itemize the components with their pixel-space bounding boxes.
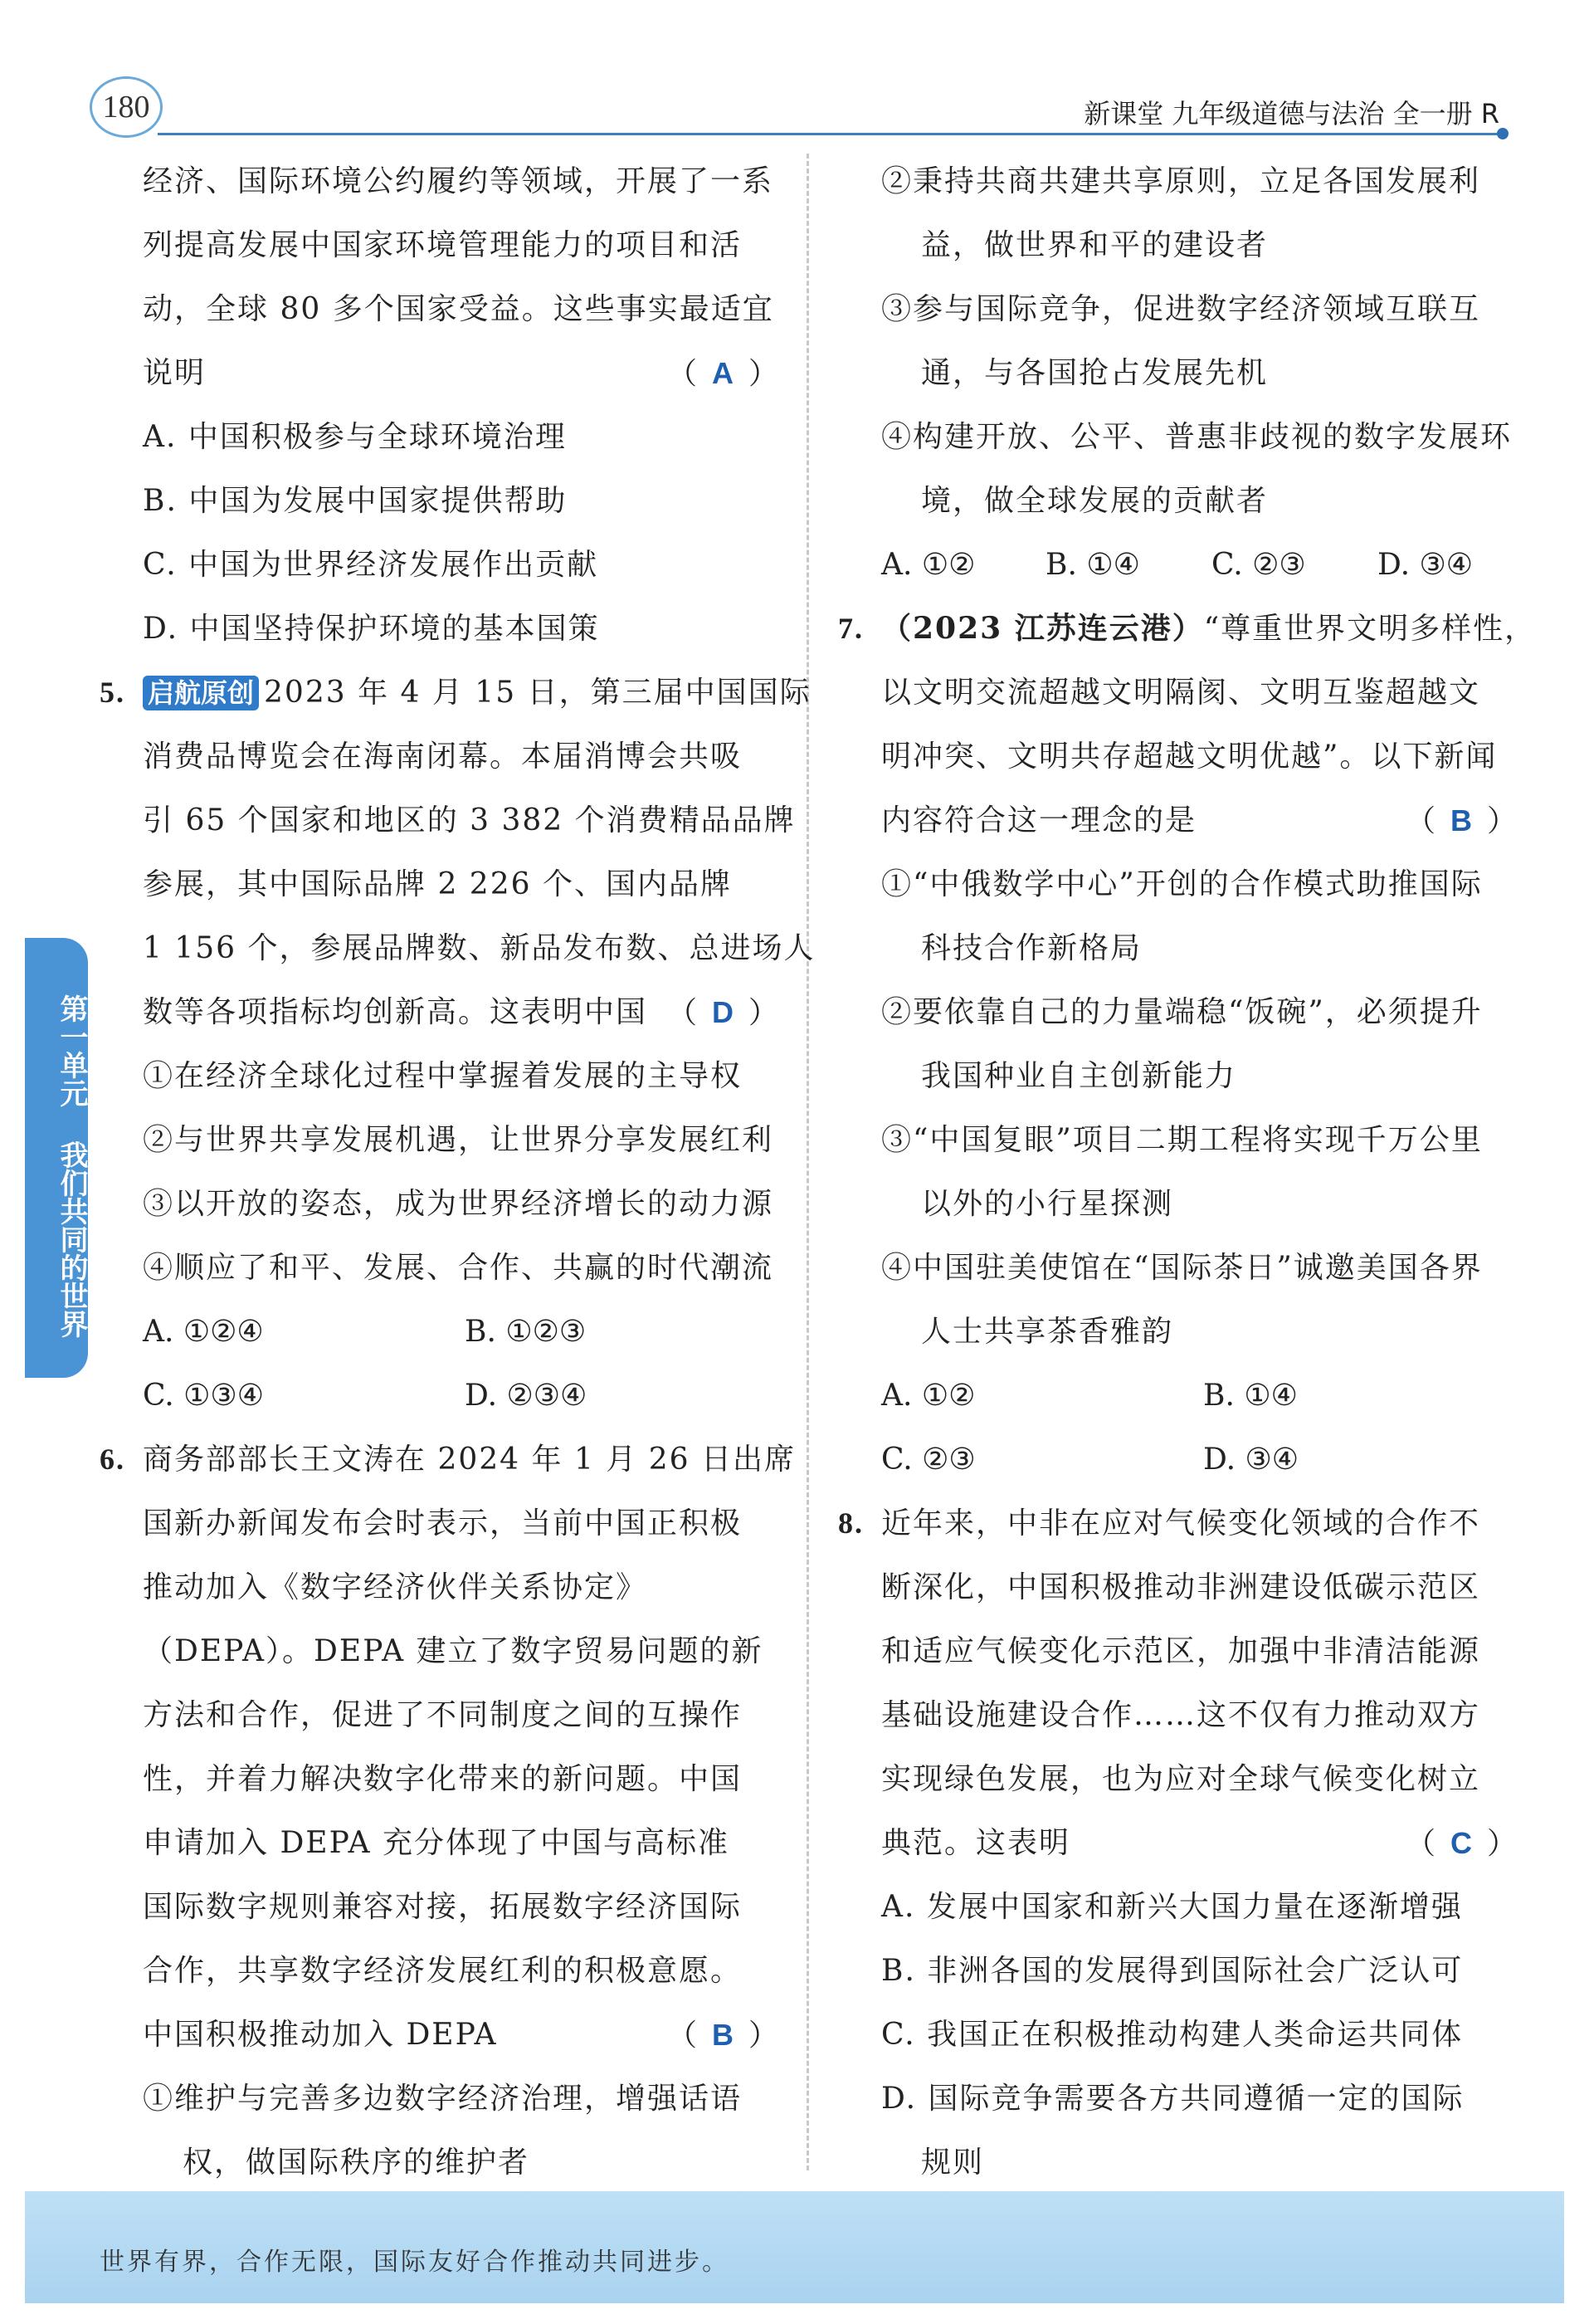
question-text-line: 1 156 个，参展品牌数、新品发布数、总进场人 [143, 931, 816, 965]
option-c: C. ②③ [881, 1443, 976, 1477]
statement-item: ①在经济全球化过程中掌握着发展的主导权 [143, 1059, 743, 1093]
option-line: C. 中国为世界经济发展作出贡献 [143, 548, 599, 582]
statement-item: ②秉持共商共建共享原则，立足各国发展利 [881, 164, 1481, 198]
statement-item: 以外的小行星探测 [921, 1187, 1174, 1221]
question-text-line: 2023 年 4 月 15 日，第三届中国国际 [264, 676, 812, 710]
question-text-line: （DEPA）。DEPA 建立了数字贸易问题的新 [143, 1634, 763, 1668]
question-text-line: 断深化，中国积极推动非洲建设低碳示范区 [881, 1570, 1481, 1604]
question-text-line: 说明 [143, 356, 207, 390]
question-stem-end [838, 1811, 1518, 1875]
option-d: D. ③④ [1203, 1443, 1299, 1477]
question-text-line: 经济、国际环境公约履约等领域，开展了一系 [143, 164, 774, 198]
statement-item: ①“中俄数学中心”开创的合作模式助推国际 [881, 867, 1483, 901]
question-text-line: 国际数字规则兼容对接，拓展数字经济国际 [143, 1890, 743, 1924]
answer-bracket: （ C ） [1406, 1811, 1518, 1876]
question-text-line: 引 65 个国家和地区的 3 382 个消费精品品牌 [143, 803, 796, 837]
statement-item: 益，做世界和平的建设者 [921, 228, 1269, 262]
question-text-line: 消费品博览会在海南闭幕。本届消博会共吸 [143, 740, 743, 774]
question-text-line: 推动加入《数字经济伙伴关系协定》 [143, 1570, 648, 1604]
statement-item: ④中国驻美使馆在“国际茶日”诚邀美国各界 [881, 1251, 1483, 1285]
option-line: D. 国际竞争需要各方共同遵循一定的国际 [881, 2082, 1465, 2116]
question-text-line: 明冲突、文明共存超越文明优越”。以下新闻 [881, 740, 1498, 774]
option-line: C. 我国正在积极推动构建人类命运共同体 [881, 2018, 1464, 2052]
options-row [100, 1364, 780, 1428]
question-stem-end [838, 788, 1518, 852]
question-text-line: 和适应气候变化示范区，加强中非清洁能源 [881, 1634, 1481, 1668]
page-number: 180 [90, 76, 163, 138]
question-stem-end [100, 2003, 780, 2067]
option-line: D. 中国坚持保护环境的基本国策 [143, 612, 600, 646]
answer-bracket: （ A ） [667, 341, 780, 406]
left-column [100, 149, 816, 2195]
question-text-line: 以文明交流超越文明隔阂、文明互鉴超越文 [881, 676, 1481, 710]
question-text-line: 合作，共享数字经济发展红利的积极意愿。 [143, 1954, 743, 1988]
statement-item: 境，做全球发展的贡献者 [921, 484, 1269, 518]
statement-item: 通，与各国抢占发展先机 [921, 356, 1269, 390]
options-row [100, 1300, 780, 1364]
answer-bracket: （ B ） [1406, 788, 1518, 853]
question-text-line: 申请加入 DEPA 充分体现了中国与高标准 [143, 1826, 729, 1860]
question-text-line: 基础设施建设合作……这不仅有力推动双方 [881, 1698, 1481, 1732]
header-rule [158, 133, 1502, 135]
statement-item: 我国种业自主创新能力 [921, 1059, 1237, 1093]
option-line: B. 中国为发展中国家提供帮助 [143, 484, 568, 518]
option-line: A. 发展中国家和新兴大国力量在逐渐增强 [881, 1890, 1463, 1924]
question-text-line: “尊重世界文明多样性， [1203, 612, 1537, 646]
question-text-line: 列提高发展中国家环境管理能力的项目和活 [143, 228, 743, 262]
option-a: A. ①② [881, 548, 976, 582]
answer-value: D [711, 995, 735, 1029]
question-7-first-line [838, 597, 1537, 661]
statement-item: ③“中国复眼”项目二期工程将实现千万公里 [881, 1123, 1483, 1157]
question-stem-end [100, 341, 780, 405]
statement-item: ①维护与完善多边数字经济治理，增强话语 [143, 2082, 743, 2116]
question-text-line: 中国积极推动加入 DEPA [143, 2018, 498, 2052]
question-number: 6. [100, 1443, 125, 1476]
question-text-line: 内容符合这一理念的是 [881, 803, 1197, 837]
statement-item: ②与世界共享发展机遇，让世界分享发展红利 [143, 1123, 774, 1157]
option-line: B. 非洲各国的发展得到国际社会广泛认可 [881, 1954, 1464, 1988]
footer-quote: 世界有界，合作无限，国际友好合作推动共同进步。 [100, 2248, 729, 2277]
answer-value: B [1450, 803, 1474, 837]
right-column [838, 149, 1537, 2195]
option-line: 规则 [921, 2146, 985, 2180]
statement-item: 人士共享茶香雅韵 [921, 1315, 1174, 1349]
answer-bracket: （ D ） [667, 980, 780, 1045]
question-text-line: 典范。这表明 [881, 1826, 1071, 1860]
question-text-line: 商务部部长王文涛在 2024 年 1 月 26 日出席 [143, 1443, 796, 1477]
answer-value: B [711, 2018, 735, 2052]
question-number: 7. [838, 612, 864, 645]
option-a: A. ①② [881, 1379, 976, 1413]
statement-item: 科技合作新格局 [921, 931, 1143, 965]
question-5-first-line [100, 661, 812, 725]
question-8-first-line [838, 1492, 1518, 1555]
statement-item: ④顺应了和平、发展、合作、共赢的时代潮流 [143, 1251, 774, 1285]
question-text-line: 参展，其中国际品牌 2 226 个、国内品牌 [143, 867, 732, 901]
statement-item: ④构建开放、公平、普惠非歧视的数字发展环 [881, 420, 1513, 454]
options-row [838, 1364, 1518, 1428]
statement-item: ③参与国际竞争，促进数字经济领域互联互 [881, 292, 1481, 326]
option-b: B. ①④ [1203, 1379, 1298, 1413]
question-text-line: 近年来，中非在应对气候变化领域的合作不 [881, 1506, 1481, 1540]
option-b: B. ①④ [1046, 548, 1140, 582]
answer-value: A [711, 356, 735, 390]
question-text-line: 方法和合作，促进了不同制度之间的互操作 [143, 1698, 743, 1732]
book-title: 新课堂 九年级道德与法治 全一册 R [1084, 98, 1499, 129]
answer-value: C [1450, 1826, 1474, 1860]
question-text-line: 性，并着力解决数字化带来的新问题。中国 [143, 1762, 743, 1796]
question-text-line: 动，全球 80 多个国家受益。这些事实最适宜 [143, 292, 774, 326]
question-text-line: 国新办新闻发布会时表示，当前中国正积极 [143, 1506, 743, 1540]
option-d: D. ②③④ [465, 1379, 587, 1413]
question-source: （2023 江苏连云港） [881, 611, 1204, 646]
unit-side-tab: 第一单元 我们共同的世界 [25, 938, 88, 1378]
option-a: A. ①②④ [143, 1315, 264, 1349]
question-number: 5. [100, 676, 125, 709]
option-c: C. ②③ [1211, 548, 1306, 582]
statement-item: ③以开放的姿态，成为世界经济增长的动力源 [143, 1187, 774, 1221]
question-text-line: 数等各项指标均创新高。这表明中国 [143, 995, 648, 1029]
option-d: D. ③④ [1377, 548, 1474, 582]
option-b: B. ①②③ [465, 1315, 587, 1349]
options-row [838, 533, 1518, 597]
question-number: 8. [838, 1506, 864, 1540]
question-6-first-line [100, 1428, 796, 1492]
option-c: C. ①③④ [143, 1379, 264, 1413]
original-badge: 启航原创 [143, 676, 259, 710]
question-text-line: 实现绿色发展，也为应对全球气候变化树立 [881, 1762, 1481, 1796]
statement-item: ②要依靠自己的力量端稳“饭碗”，必须提升 [881, 995, 1483, 1029]
question-stem-end [100, 980, 780, 1044]
option-line: A. 中国积极参与全球环境治理 [143, 420, 567, 454]
column-divider [807, 154, 809, 2170]
answer-bracket: （ B ） [667, 2003, 780, 2068]
statement-item: 权，做国际秩序的维护者 [183, 2146, 530, 2180]
options-row [838, 1428, 1518, 1492]
